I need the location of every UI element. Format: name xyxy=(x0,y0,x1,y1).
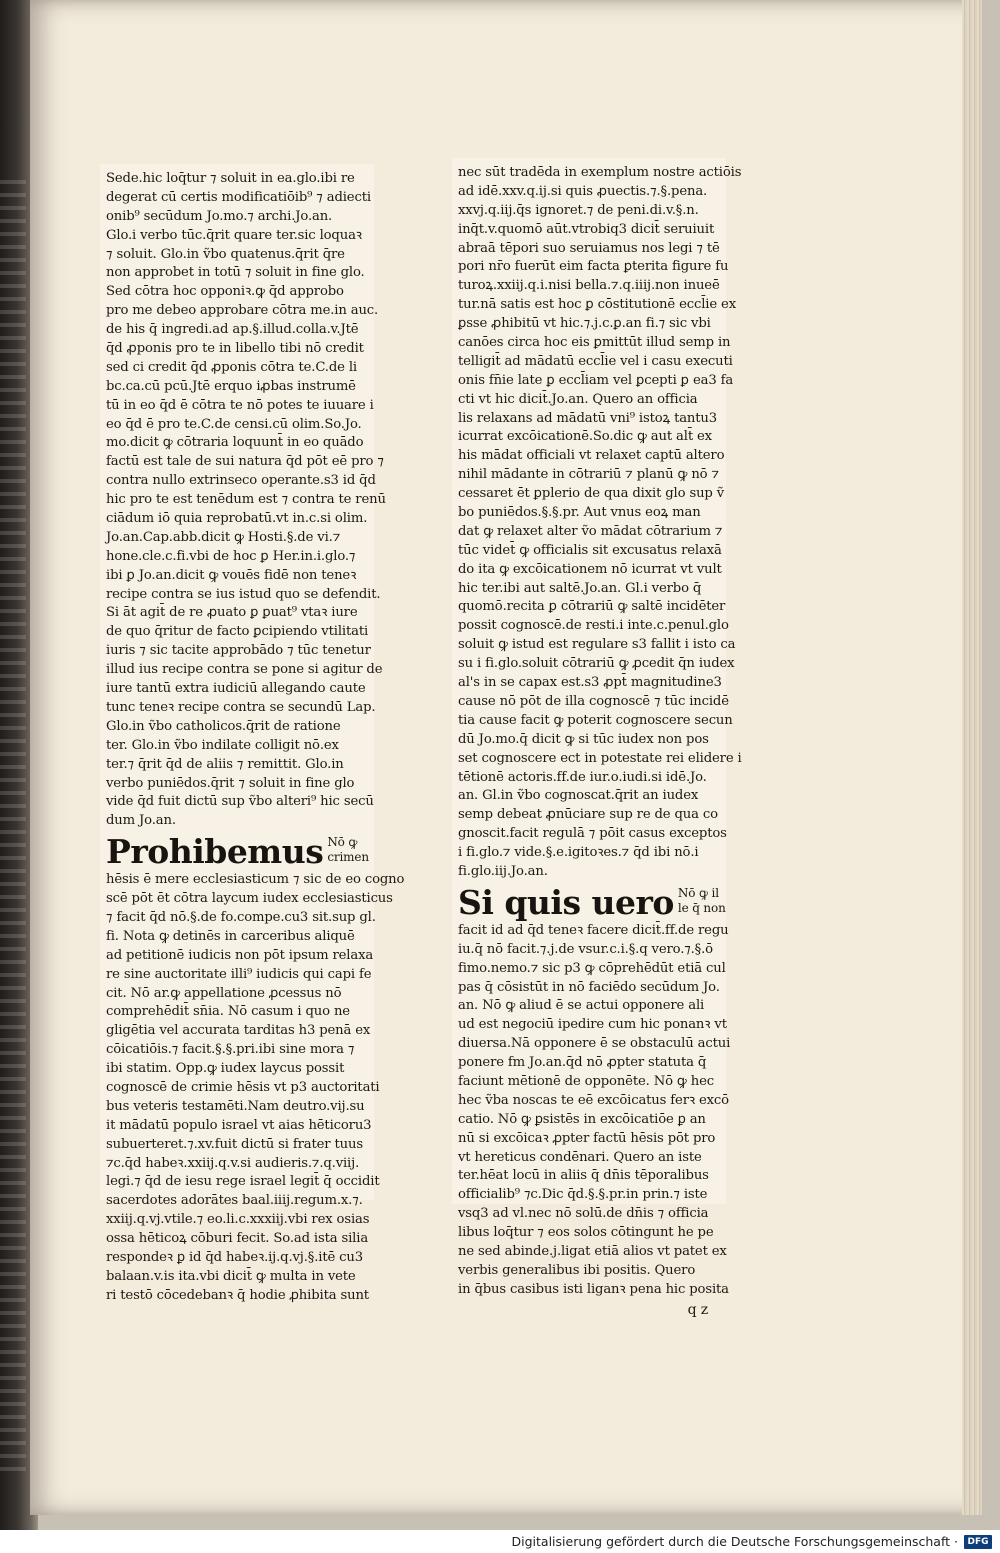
facing-page-text xyxy=(0,180,26,1480)
text-line: subuerteret.⁊.xv.fuit dictū si frater tuus xyxy=(106,1136,363,1152)
text-line: nec sūt tradēda in exemplum nostre actiōis xyxy=(458,165,742,180)
text-line: vt hereticus condēnari. Quero an iste xyxy=(458,1149,702,1165)
text-line: recipe contra se ius istud quo se defendit. xyxy=(106,586,381,602)
text-line: cit. Nō ar.ꝙ appellatione ꝓcessus nō xyxy=(106,985,342,1001)
text-line: xxiij.q.vj.vtile.⁊ eo.li.c.xxxiij.vbi rex osias xyxy=(106,1212,370,1228)
heading-side-line: Nō ꝙ il xyxy=(677,885,719,900)
text-line: dum Jo.an. xyxy=(106,813,176,829)
page-fore-edge xyxy=(962,0,982,1515)
text-line: bus veteris testamēti.Nam deutro.vij.su xyxy=(106,1098,365,1114)
text-line: onib⁹ secūdum Jo.mo.⁊ archi.Jo.an. xyxy=(106,208,333,224)
text-line: verbo puniēdos.q̄rit ⁊ soluit in fine glo xyxy=(106,775,355,791)
text-line: al's in se capax est.s3 ꝓpt̄ magnitudine3 xyxy=(458,675,722,691)
text-line: an. Nō ꝙ aliud ē se actui opponere ali xyxy=(458,998,705,1014)
text-line: Sede.hic loq̄tur ⁊ soluit in ea.glo.ibi re xyxy=(106,171,355,186)
text-line: diuersa.Nā opponere ē se obstaculū actui xyxy=(458,1036,731,1052)
text-line: comprehēdit̄ sn̄ia. Nō casum i quo ne xyxy=(106,1004,350,1020)
text-line: ibi statim. Opp.ꝙ iudex laycus possit xyxy=(106,1061,345,1077)
text-line: tunc teneꝛ recipe contra se secundū Lap. xyxy=(106,699,376,715)
text-line: ossa hēticoꝝ cōburi fecit. So.ad ista silia xyxy=(106,1231,369,1247)
text-line: in q̄bus casibus isti liganꝛ pena hic posita xyxy=(458,1281,729,1297)
text-line: bo puniēdos.§.§.pr. Aut vnus eoꝝ man xyxy=(458,505,701,521)
text-line: pas q̄ cōsistūt in nō faciēdo secūdum Jo. xyxy=(458,979,720,995)
text-line: tūc videt̄ ꝙ officialis sit excusatus relaxā xyxy=(458,542,722,558)
text-line: de quo q̄ritur de facto ꝑcipiendo vtilitati xyxy=(106,624,369,640)
text-line: officialib⁹ ⁊c.Dic q̄d.§.§.pr.in prin.⁊ iste xyxy=(458,1187,708,1203)
text-line: fimo.nemo.⁊ sic p3 ꝙ cōprehēdūt etiā cul xyxy=(458,960,726,976)
text-line: it mādatū populo israel vt aias hēticoru3 xyxy=(106,1117,372,1133)
text-line: Glo.i verbo tūc.q̄rit quare ter.sic loquaꝛ xyxy=(106,227,362,243)
text-line: xxvj.q.iij.q̄s ignoret.⁊ de peni.di.v.§.n. xyxy=(458,202,699,218)
heading-side-line: Nō ꝙ xyxy=(327,835,358,850)
text-line: faciunt mētionē de opponēte. Nō ꝙ hec xyxy=(458,1073,714,1089)
text-line: dat ꝙ relaxet alter ṽo mādat cōtrarium ⁊ xyxy=(458,523,723,539)
text-line: ad idē.xxv.q.ij.si quis ꝓuectis.⁊.§.pena. xyxy=(458,183,708,199)
text-line: Glo.in ṽbo catholicos.q̄rit de ratione xyxy=(106,718,341,734)
text-line: hic pro te est tenēdum est ⁊ contra te renū xyxy=(106,492,386,508)
text-line: ciādum iō quia reprobatū.vt in.c.si olim. xyxy=(106,511,368,527)
text-line: vide q̄d fuit dictū sup ṽbo alteri⁹ hic secū xyxy=(106,794,374,810)
text-line: ibi ꝑ Jo.an.dicit ꝙ vouēs fidē non teneꝛ xyxy=(106,567,357,583)
text-line: abraā tēpori suo seruiamus nos legi ⁊ tē xyxy=(458,240,720,256)
text-line: ud est negociū ipedire cum hic ponanꝛ vt xyxy=(458,1017,727,1033)
text-line: fi.glo.iij.Jo.an. xyxy=(458,863,548,879)
heading-side-line: le q̄ non xyxy=(677,900,726,915)
text-line: ri testō cōcedebanꝛ q̄ hodie ꝓhibita sunt xyxy=(106,1287,369,1303)
text-line: libus loq̄tur ⁊ eos solos cōtingunt he pe xyxy=(458,1225,714,1241)
text-line: ter.⁊ q̄rit q̄d de aliis ⁊ remittit. Glo.in xyxy=(106,756,344,772)
heading-side-note xyxy=(327,835,369,865)
text-line: su i fi.glo.soluit cōtrariū ꝙ ꝓcedit q̄n iudex xyxy=(458,656,735,672)
text-line: inq̄t.v.quomō aūt.vtrobiq3 dicit̄ seruiuit xyxy=(458,221,715,237)
text-line: hone.cle.c.fi.vbi de hoc ꝑ Her.in.i.glo.⁊ xyxy=(106,548,356,564)
text-line: fi. Nota ꝙ detinēs in carceribus aliquē xyxy=(106,928,355,944)
text-line: do ita ꝙ excōicationem nō icurrat vt vult xyxy=(458,561,722,577)
text-line: mo.dicit ꝙ cōtraria loquunt̄ in eo quādo xyxy=(106,435,364,451)
text-line: canōes circa hoc eis ꝑmittūt illud semp in xyxy=(458,335,731,351)
text-line: ꝑsse ꝓhibitū vt hic.⁊.j.c.ꝑ.an fi.⁊ sic vbi xyxy=(458,316,711,332)
text-line: cause nō pōt de illa cognoscē ⁊ tūc incidē xyxy=(458,693,729,709)
text-line: degerat cū certis modificatiōib⁹ ⁊ adiecti xyxy=(106,189,371,205)
heading-side-note xyxy=(678,886,726,916)
text-line: icurrat excōicationē.So.dic ꝙ aut alt̄ ex xyxy=(458,429,712,445)
text-line: cōicatiōis.⁊ facit.§.§.pri.ibi sine mora ⁊ xyxy=(106,1042,355,1058)
text-line: soluit ꝙ istud est regulare s3 fallit i isto ca xyxy=(458,637,736,653)
text-line: catio. Nō ꝙ ꝑsistēs in excōicatiōe ꝑ an xyxy=(458,1111,706,1127)
text-line: hēsis ē mere ecclesiasticum ⁊ sic de eo cogno xyxy=(106,872,405,888)
text-line: tur.nā satis est hoc ꝑ cōstitutionē eccl̄ie ex xyxy=(458,297,736,313)
text-line: factū est tale de sui natura q̄d pōt eē pro ⁊ xyxy=(106,454,384,470)
left-column-text-top xyxy=(106,170,386,831)
text-line: i fi.glo.⁊ vide.§.e.igitoꝛes.⁊ q̄d ibi nō.i xyxy=(458,845,699,861)
text-line: balaan.v.is ita.vbi dicit̄ ꝙ multa in vete xyxy=(106,1268,356,1284)
right-column-text-top xyxy=(458,164,742,882)
text-line: pori nr̄o fuerūt eim facta ꝑterita figure fu xyxy=(458,259,729,275)
text-line: cognoscē de crimie hēsis vt p3 auctoritati xyxy=(106,1079,380,1095)
text-line: ter. Glo.in ṽbo indilate colligit nō.ex xyxy=(106,737,339,753)
text-line: pro me debeo approbare cōtra me.in auc. xyxy=(106,303,379,319)
text-line: scē pōt ēt cōtra laycum iudex ecclesiasticus xyxy=(106,891,393,907)
text-line: telligit̄ ad mādatū eccl̄ie vel i casu executi xyxy=(458,353,733,369)
text-line: an. Gl.in ṽbo cognoscat.q̄rit an iudex xyxy=(458,788,699,804)
text-line: ter.hēat locū in aliis q̄ dn̄is tēporalibus xyxy=(458,1168,709,1184)
text-line: possit cognoscē.de resti.i inte.c.penul.glo xyxy=(458,618,729,634)
text-line: verbis generalibus ibi positis. Quero xyxy=(458,1262,696,1278)
funding-credit: Digitalisierung gefördert durch die Deutsche Forschungsgemeinschaft · xyxy=(511,1534,958,1549)
text-line: cessaret ēt ꝑplerio de qua dixit glo sup ṽ xyxy=(458,486,725,502)
text-line: ⁊c.q̄d habeꝛ.xxiij.q.v.si audieris.⁊.q.viij. xyxy=(106,1155,360,1171)
text-line: nihil mādante in cōtrariū ⁊ planū ꝙ nō ⁊ xyxy=(458,467,719,483)
text-line: re sine auctoritate illi⁹ iudicis qui capi fe xyxy=(106,966,372,982)
text-line: illud ius recipe contra se pone si agitur de xyxy=(106,662,383,678)
text-line: dū Jo.mo.q̄ dicit ꝙ si tūc iudex non pos xyxy=(458,731,709,747)
text-line: tū in eo q̄d ē cōtra te nō potes te iuuare i xyxy=(106,397,374,413)
text-line: eo q̄d ē pro te.C.de censi.cū olim.So.Jo. xyxy=(106,416,362,432)
text-line: non approbet in totū ⁊ soluit in fine glo. xyxy=(106,265,365,281)
text-line: legi.⁊ q̄d de iesu rege israel legit̄ q̄ occidit xyxy=(106,1174,380,1190)
text-line: ne sed abinde.j.ligat etiā alios vt patet ex xyxy=(458,1243,727,1259)
text-line: hic ter.ibi aut saltē.Jo.an. Gl.i verbo q̄ xyxy=(458,580,702,596)
left-text-column xyxy=(100,164,405,1303)
text-line: respondeꝛ ꝑ id q̄d habeꝛ.ij.q.vj.§.itē cu3 xyxy=(106,1249,363,1265)
text-line: bc.ca.cū pcū.Jtē erquo iꝓbas instrumē xyxy=(106,378,356,394)
text-line: iure tantū extra iudiciū allegando caute xyxy=(106,681,366,697)
text-line: contra nullo extrinseco operante.s3 id q̄d xyxy=(106,473,376,489)
text-line: gligētia vel accurata tarditas h3 penā ex xyxy=(106,1023,371,1039)
si-quis-uero-heading-block xyxy=(458,882,726,922)
text-line: turoꝝ.xxiij.q.i.nisi bella.⁊.q.iiij.non inueē xyxy=(458,278,720,294)
text-line: Si āt agit̄ de re ꝓuato ꝑ ꝑuat⁹ vtaꝛ iure xyxy=(106,605,358,621)
text-line: onis fn̄ie late ꝑ eccl̄iam vel ꝑcepti ꝑ ea3 fa xyxy=(458,372,734,388)
text-line: Sed cōtra hoc opponiꝛ.ꝙ q̄d approbo xyxy=(106,284,344,300)
right-column-text-bottom xyxy=(458,922,731,1300)
left-column-text-bottom xyxy=(106,871,405,1305)
heading-si-quis-uero: Si quis uero xyxy=(458,882,674,922)
text-line: his mādat officiali vt relaxet captū altero xyxy=(458,448,725,464)
text-line: cti vt hic dicit̄.Jo.an. Quero an officia xyxy=(458,391,698,407)
text-line: q̄d ꝓponis pro te in libello tibi nō credit xyxy=(106,341,364,357)
text-line: ponere fm Jo.an.q̄d nō ꝓpter statuta q̄ xyxy=(458,1055,707,1071)
text-line: sacerdotes adorātes baal.iiij.regum.x.⁊. xyxy=(106,1193,363,1209)
text-line: iuris ⁊ sic tacite approbādo ⁊ tūc tenetur xyxy=(106,643,371,659)
text-line: semp debeat ꝓnūciare sup re de qua co xyxy=(458,807,718,823)
heading-side-line: crimen xyxy=(327,850,369,865)
text-line: Jo.an.Cap.abb.dicit ꝙ Hosti.§.de vi.⁊ xyxy=(106,529,341,545)
text-line: de his q̄ ingredi.ad ap.§.illud.colla.v.Jtē xyxy=(106,322,359,338)
text-line: vsq3 ad vl.nec nō solū.de dn̄is ⁊ officia xyxy=(458,1206,709,1222)
text-line: quomō.recita ꝑ cōtrariū ꝙ saltē incidēter xyxy=(458,599,726,615)
right-text-column xyxy=(452,158,742,1318)
text-line: sed ci credit q̄d ꝓponis cōtra te.C.de li xyxy=(106,359,357,375)
text-line: tētionē actoris.ff.de iur.o.iudi.si idē.Jo. xyxy=(458,769,707,785)
heading-prohibemus: Prohibemus xyxy=(106,832,324,872)
text-line: iu.q̄ nō facit.⁊.j.de vsur.c.i.§.q vero.⁊.§.ō xyxy=(458,941,713,957)
text-line: set cognoscere ect in potestate rei elidere i xyxy=(458,750,742,766)
text-line: ⁊ facit q̄d nō.§.de fo.compe.cu3 sit.sup gl. xyxy=(106,909,376,925)
footer-bar xyxy=(0,1530,1000,1553)
text-line: facit id ad q̄d teneꝛ facere dicit̄.ff.de regu xyxy=(458,922,729,938)
text-line: hec ṽba noscas te eē excōicatus ferꝛ excō xyxy=(458,1092,729,1108)
text-line: nū si excōicaꝛ ꝓpter factū hēsis pōt pro xyxy=(458,1130,716,1146)
dfg-logo: DFG xyxy=(964,1535,992,1549)
text-line: tia cause facit ꝙ poterit cognoscere secun xyxy=(458,712,733,728)
prohibemus-heading-block xyxy=(106,832,370,872)
signature-mark: q z xyxy=(687,1301,708,1318)
text-line: lis relaxans ad mādatū vni⁹ istoꝝ tantu3 xyxy=(458,410,718,426)
text-line: ⁊ soluit. Glo.in ṽbo quatenus.q̄rit q̄re xyxy=(106,246,345,262)
text-line: ad petitionē iudicis non pōt ipsum relaxa xyxy=(106,947,374,963)
text-line: gnoscit.facit regulā ⁊ pōit casus exceptos xyxy=(458,826,727,842)
